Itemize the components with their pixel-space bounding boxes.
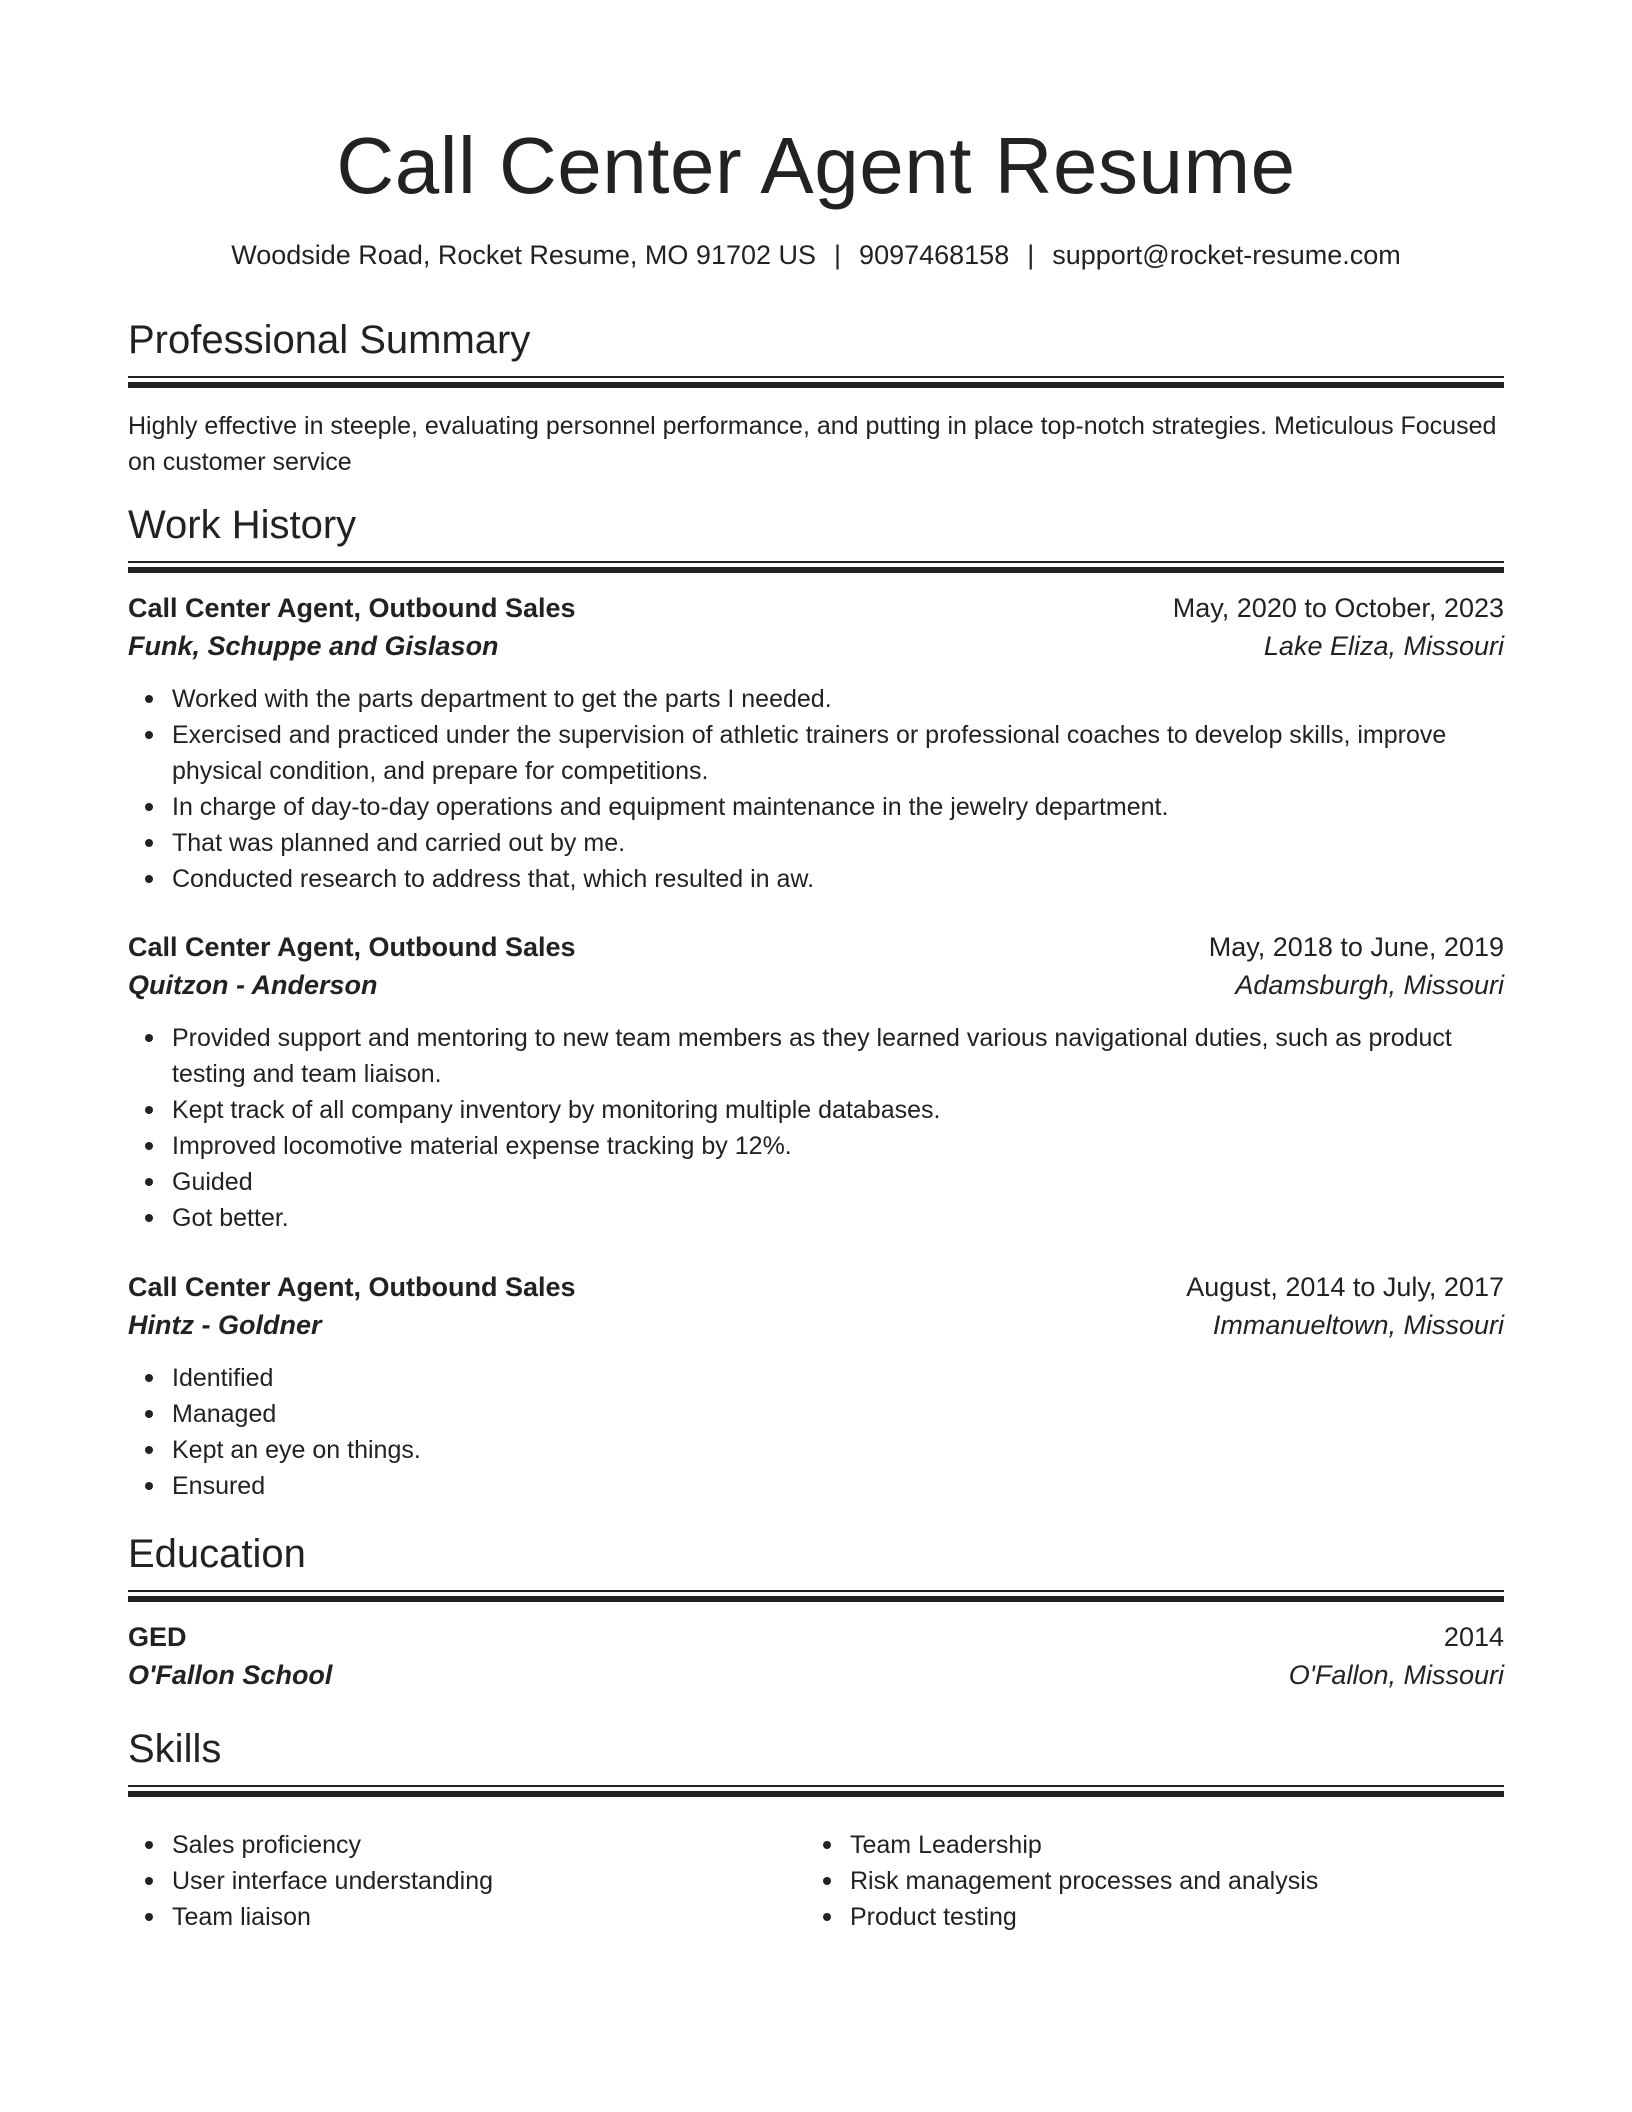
summary-text: Highly effective in steeple, evaluating personnel performance, and putting in place top-notch strategies. Meticulous Focused on customer service (128, 412, 1497, 476)
contact-address: Woodside Road, Rocket Resume, MO 91702 US (231, 240, 817, 270)
job-bullet: Worked with the parts department to get the parts I needed. (172, 681, 1504, 717)
job-bullet: Improved locomotive material expense tracking by 12%. (172, 1128, 1504, 1164)
skill-item: Risk management processes and analysis (850, 1863, 1466, 1899)
section-heading-skills: Skills (128, 1727, 222, 1771)
education-degree: GED (128, 1622, 187, 1652)
job-title: Call Center Agent, Outbound Sales (128, 593, 576, 623)
skill-item: User interface understanding (172, 1863, 788, 1899)
job-title: Call Center Agent, Outbound Sales (128, 1272, 576, 1302)
section-heading-education: Education (128, 1532, 306, 1576)
job-bullets (128, 681, 1504, 897)
contact-separator: | (1027, 240, 1035, 270)
job-bullet: That was planned and carried out by me. (172, 825, 1504, 861)
section-heading-work-history: Work History (128, 503, 357, 547)
skill-item: Team Leadership (850, 1827, 1466, 1863)
section-divider (128, 1590, 1504, 1602)
job-bullet: Got better. (172, 1200, 1504, 1236)
job-company: Funk, Schuppe and Gislason (128, 631, 499, 661)
contact-phone: 9097468158 (859, 240, 1010, 270)
job-location: Immanueltown, Missouri (1212, 1310, 1504, 1340)
job-bullet: In charge of day-to-day operations and equipment maintenance in the jewelry department. (172, 789, 1504, 825)
job-company: Quitzon - Anderson (128, 970, 378, 1000)
job-bullet: Managed (172, 1396, 1504, 1432)
education-entry (128, 1622, 1504, 1698)
job-location: Lake Eliza, Missouri (1263, 631, 1504, 661)
contact-email: support@rocket-resume.com (1052, 240, 1401, 270)
education-year: 2014 (1443, 1622, 1504, 1652)
job-bullet: Exercised and practiced under the supervision of athletic trainers or professional coaches to develop skills, improve physical condition, and prepare for competitions. (172, 717, 1504, 789)
job-bullet: Provided support and mentoring to new team members as they learned various navigational duties, such as product testing and team liaison. (172, 1020, 1504, 1092)
job-bullet: Guided (172, 1164, 1504, 1200)
job-entry (128, 593, 1504, 897)
section-divider (128, 1785, 1504, 1797)
education-school: O'Fallon School (128, 1660, 333, 1690)
job-bullet: Identified (172, 1360, 1504, 1396)
job-dates: May, 2018 to June, 2019 (1208, 932, 1504, 962)
skills-column-left (128, 1827, 788, 1935)
resume-title: Call Center Agent Resume (336, 121, 1296, 210)
job-entry (128, 932, 1504, 1236)
job-bullet: Ensured (172, 1468, 1504, 1504)
job-entry (128, 1272, 1504, 1504)
section-divider (128, 376, 1504, 388)
education-location: O'Fallon, Missouri (1288, 1660, 1504, 1690)
job-title: Call Center Agent, Outbound Sales (128, 932, 576, 962)
skills-column-right (806, 1827, 1466, 1935)
section-heading-summary: Professional Summary (128, 318, 531, 362)
job-dates: May, 2020 to October, 2023 (1172, 593, 1504, 623)
skill-item: Sales proficiency (172, 1827, 788, 1863)
job-bullets (128, 1020, 1504, 1236)
job-location: Adamsburgh, Missouri (1235, 970, 1504, 1000)
job-bullet: Kept an eye on things. (172, 1432, 1504, 1468)
job-company: Hintz - Goldner (128, 1310, 322, 1340)
job-dates: August, 2014 to July, 2017 (1186, 1272, 1504, 1302)
section-divider (128, 561, 1504, 573)
skill-item: Team liaison (172, 1899, 788, 1935)
job-bullets (128, 1360, 1504, 1504)
job-bullet: Kept track of all company inventory by monitoring multiple databases. (172, 1092, 1504, 1128)
contact-separator: | (834, 240, 842, 270)
skill-item: Product testing (850, 1899, 1466, 1935)
contact-line (128, 240, 1504, 271)
job-bullet: Conducted research to address that, which resulted in aw. (172, 861, 1504, 897)
